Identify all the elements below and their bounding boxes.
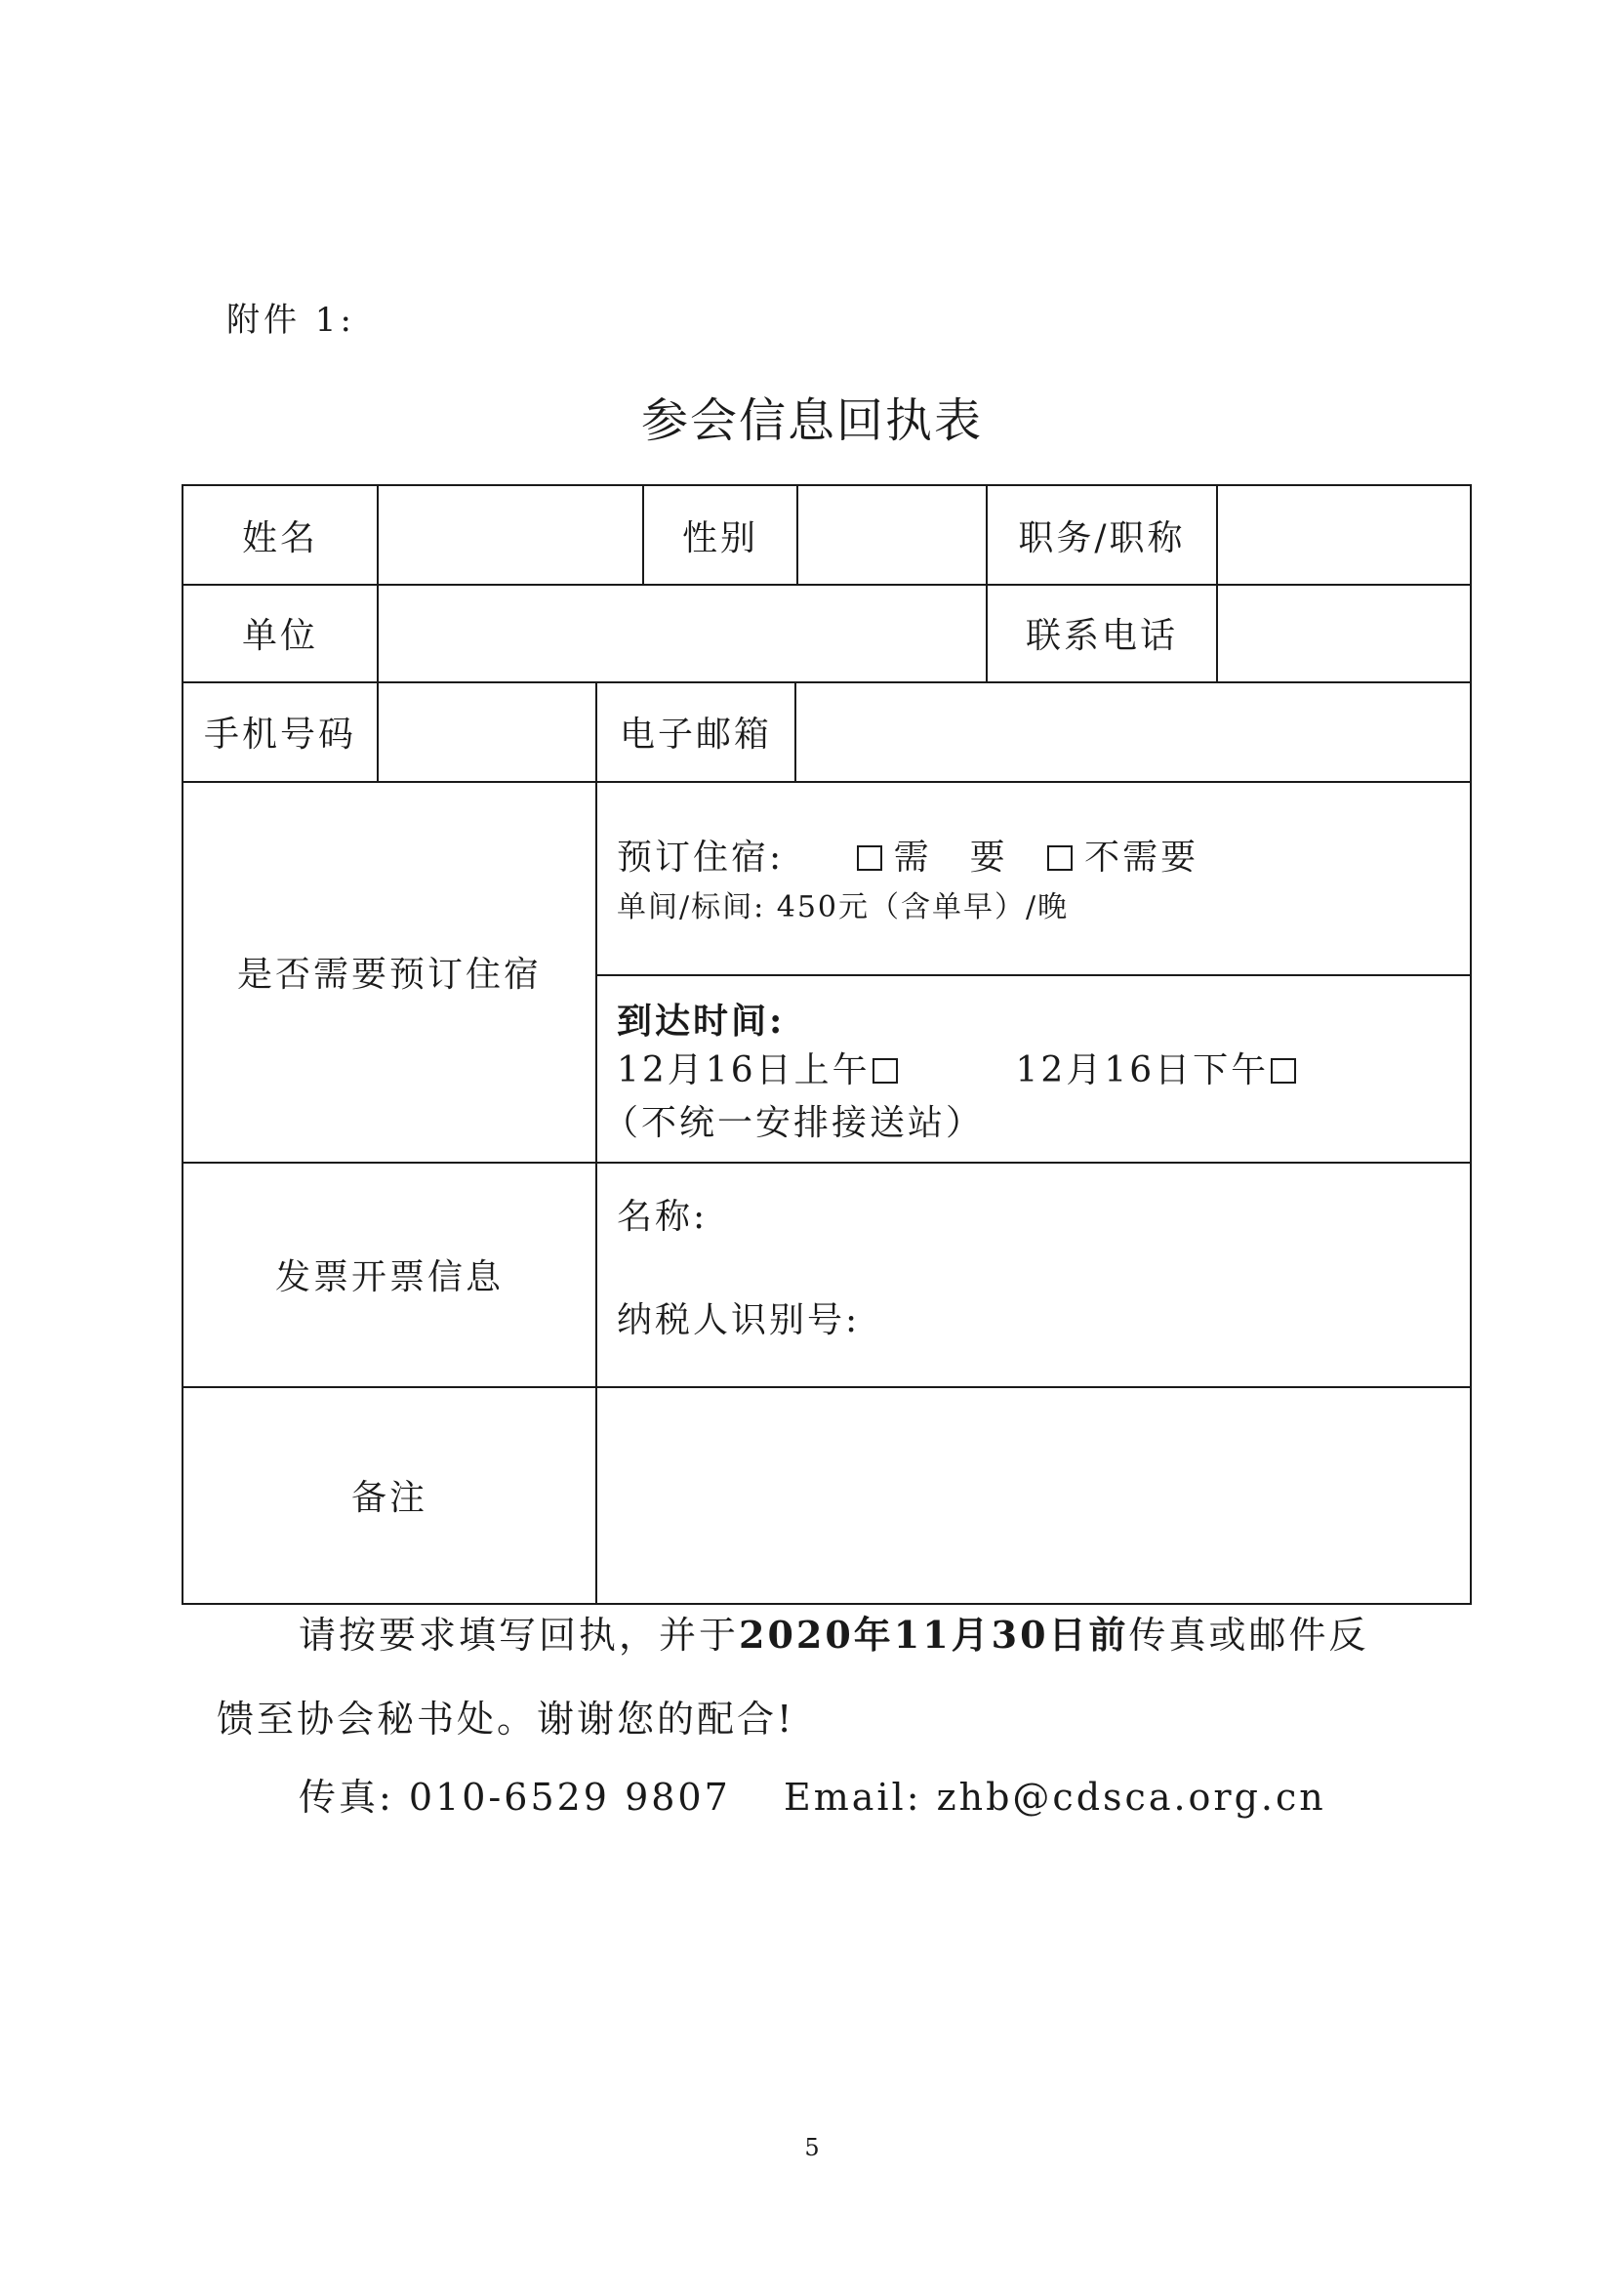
contact-line	[299, 1767, 1326, 1821]
no-lodging-checkbox[interactable]	[1047, 845, 1073, 871]
phone-label: 联系电话	[1025, 615, 1178, 656]
lodging-price: 单间/标间: 450元（含单早）/晚	[617, 890, 1070, 924]
mobile-label: 手机号码	[203, 714, 356, 755]
gender-label: 性别	[681, 517, 758, 558]
registration-form-table	[182, 484, 1472, 1605]
mobile-input[interactable]	[379, 681, 595, 781]
arrival-pm-checkbox[interactable]	[1271, 1058, 1296, 1084]
invoice-tax-id-input[interactable]	[867, 1267, 1470, 1384]
lodging-choice-line	[617, 830, 1198, 880]
gender-input[interactable]	[798, 486, 986, 584]
need-lodging-checkbox[interactable]	[857, 845, 882, 871]
invoice-tax-id-label: 纳税人识别号:	[617, 1300, 861, 1340]
deadline-date: 2020年11月30日前	[739, 1613, 1129, 1657]
unit-label: 单位	[241, 615, 318, 656]
arrival-label: 到达时间:	[617, 1001, 786, 1042]
email-label: 电子邮箱	[619, 714, 772, 755]
name-label: 姓名	[241, 517, 318, 558]
lodging-label: 是否需要预订住宿	[236, 954, 542, 995]
name-input[interactable]	[379, 486, 642, 584]
remarks-label: 备注	[350, 1477, 427, 1518]
arrival-options	[617, 1043, 1296, 1092]
lodging-prompt: 预订住宿:	[617, 838, 785, 878]
arrival-am-checkbox[interactable]	[873, 1058, 898, 1084]
invoice-name-label: 名称:	[617, 1197, 709, 1237]
position-input[interactable]	[1218, 486, 1470, 584]
arrival-pm-label: 12月16日下午	[1015, 1050, 1270, 1090]
email-address: zhb@cdsca.org.cn	[936, 1776, 1326, 1819]
instruction-text-a: 请按要求填写回执，并于	[299, 1614, 740, 1657]
remarks-input[interactable]	[597, 1388, 1470, 1603]
invoice-name-input[interactable]	[730, 1164, 1470, 1261]
instruction-line-2: 馈至协会秘书处。谢谢您的配合!	[217, 1698, 795, 1741]
email-contact-label: Email:	[783, 1776, 922, 1819]
instruction-line-1	[299, 1605, 1369, 1659]
no-lodging-label: 不需要	[1084, 838, 1199, 878]
instruction-text-b: 传真或邮件反	[1128, 1614, 1369, 1657]
invoice-label: 发票开票信息	[274, 1256, 504, 1297]
form-title: 参会信息回执表	[640, 393, 983, 448]
page-number: 5	[804, 2134, 820, 2161]
need-lodging-label: 需 要	[893, 838, 1008, 878]
attachment-label: 附件 1:	[226, 301, 355, 340]
email-input[interactable]	[796, 681, 1470, 781]
arrival-am-label: 12月16日上午	[617, 1050, 871, 1090]
arrival-note: （不统一安排接送站）	[603, 1103, 985, 1143]
fax-label: 传真:	[299, 1776, 394, 1819]
position-label: 职务/职称	[1018, 517, 1186, 558]
fax-number: 010-6529 9807	[408, 1776, 731, 1819]
unit-input[interactable]	[379, 584, 986, 681]
phone-input[interactable]	[1218, 584, 1470, 681]
